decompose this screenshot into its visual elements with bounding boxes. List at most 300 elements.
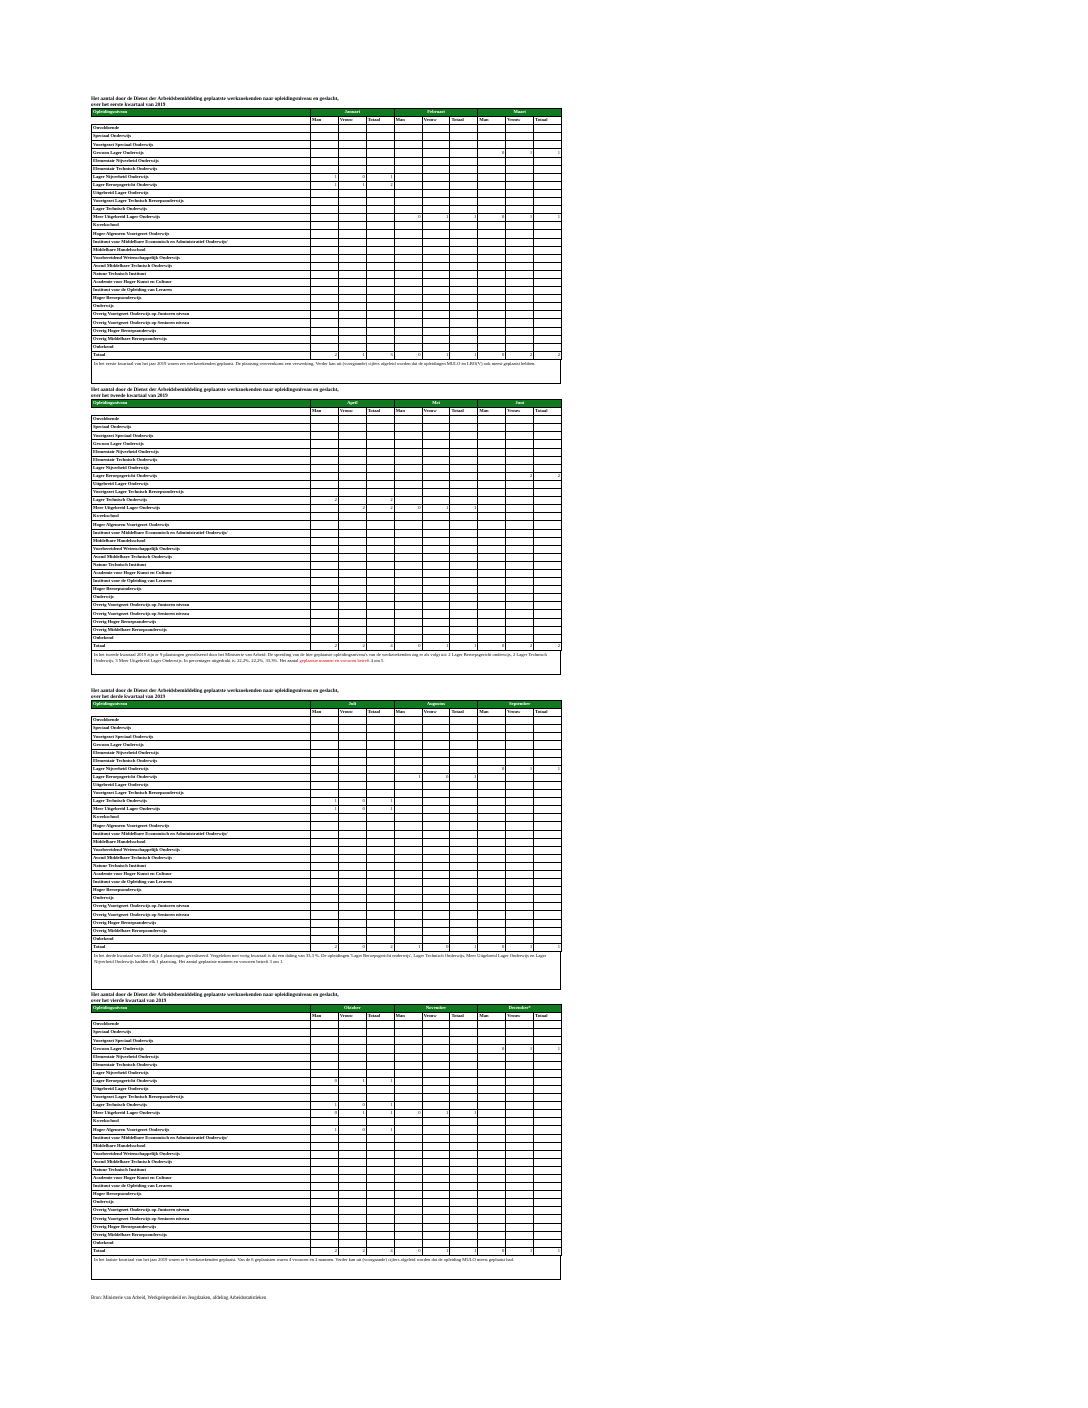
value-cell <box>478 879 506 887</box>
value-cell <box>338 1142 366 1150</box>
value-cell <box>366 1207 394 1215</box>
table-row <box>92 1174 562 1182</box>
total-cell: 2 <box>338 642 366 650</box>
value-cell <box>450 781 478 789</box>
table-row <box>92 1061 562 1069</box>
table-row <box>92 935 562 943</box>
table-row <box>92 222 562 230</box>
value-cell <box>478 157 506 165</box>
value-cell <box>422 854 450 862</box>
value-cell <box>450 262 478 270</box>
value-cell <box>478 416 506 424</box>
level-label: Overig Voortgezet Onderwijs op Senioren niveau <box>92 1215 311 1223</box>
value-cell <box>366 262 394 270</box>
value-cell <box>506 911 534 919</box>
level-label: Elementair Nijverheid Onderwijs <box>92 448 311 456</box>
total-cell: 2 <box>311 642 339 650</box>
gender-header-vrouw: Vrouw <box>338 709 366 717</box>
value-cell <box>506 1118 534 1126</box>
value-cell <box>338 529 366 537</box>
value-cell <box>478 1134 506 1142</box>
value-cell <box>338 1231 366 1239</box>
value-cell <box>366 1215 394 1223</box>
value-cell <box>311 1239 339 1247</box>
value-cell <box>506 1094 534 1102</box>
value-cell <box>506 733 534 741</box>
value-cell <box>478 206 506 214</box>
value-cell <box>478 781 506 789</box>
value-cell <box>338 790 366 798</box>
value-cell <box>506 335 534 343</box>
gender-header-totaal: Totaal <box>366 408 394 416</box>
value-cell <box>311 1142 339 1150</box>
value-cell <box>450 222 478 230</box>
value-cell <box>422 741 450 749</box>
value-cell <box>338 165 366 173</box>
value-cell <box>311 125 339 133</box>
value-cell <box>450 521 478 529</box>
value-cell <box>338 733 366 741</box>
value-cell <box>394 181 422 189</box>
table-row <box>92 335 562 343</box>
gender-header-vrouw: Vrouw <box>506 408 534 416</box>
value-cell <box>478 757 506 765</box>
value-cell <box>311 911 339 919</box>
value-cell <box>394 173 422 181</box>
value-cell <box>394 246 422 254</box>
value-cell <box>394 895 422 903</box>
value-cell <box>506 1150 534 1158</box>
value-cell <box>450 806 478 814</box>
value-cell <box>534 1085 562 1093</box>
value-cell <box>506 1077 534 1085</box>
value-cell: 2 <box>366 497 394 505</box>
source-note: Bron: Ministerie van Arbeid, Werkgelegenheid en Jeugdzaken, afdeling Arbeidsstatistieken <box>91 1296 267 1301</box>
value-cell <box>338 1199 366 1207</box>
value-cell <box>534 790 562 798</box>
value-cell <box>478 1037 506 1045</box>
value-cell <box>394 149 422 157</box>
value-cell <box>422 1094 450 1102</box>
value-cell <box>394 1223 422 1231</box>
value-cell <box>422 125 450 133</box>
value-cell: 0 <box>311 1077 339 1085</box>
value-cell <box>506 781 534 789</box>
value-cell <box>311 424 339 432</box>
value-cell <box>338 830 366 838</box>
value-cell <box>506 887 534 895</box>
table-row <box>92 1158 562 1166</box>
value-cell <box>534 303 562 311</box>
table-row <box>92 895 562 903</box>
table-row <box>92 270 562 278</box>
value-cell: 2 <box>366 505 394 513</box>
value-cell <box>422 822 450 830</box>
table-row <box>92 733 562 741</box>
value-cell <box>338 822 366 830</box>
table-row <box>92 1118 562 1126</box>
value-cell <box>366 214 394 222</box>
table-row <box>92 757 562 765</box>
value-cell <box>338 1134 366 1142</box>
value-cell <box>534 1166 562 1174</box>
value-cell <box>478 448 506 456</box>
value-cell <box>311 610 339 618</box>
value-cell <box>506 246 534 254</box>
value-cell <box>366 448 394 456</box>
value-cell <box>394 602 422 610</box>
value-cell <box>534 854 562 862</box>
value-cell <box>534 1199 562 1207</box>
section-subtitle: over het derde kwartaal van 2019 <box>91 694 166 700</box>
value-cell <box>394 287 422 295</box>
value-cell <box>506 319 534 327</box>
value-cell <box>422 513 450 521</box>
value-cell <box>534 838 562 846</box>
value-cell <box>422 838 450 846</box>
value-cell <box>478 529 506 537</box>
value-cell <box>450 1239 478 1247</box>
value-cell <box>366 790 394 798</box>
value-cell <box>450 741 478 749</box>
table-row <box>92 206 562 214</box>
level-label: Voorbereidend Wetenschappelijk Onderwijs <box>92 1150 311 1158</box>
table-row <box>92 911 562 919</box>
value-cell <box>366 569 394 577</box>
month-header: Juli <box>311 701 395 709</box>
value-cell: 0 <box>422 773 450 781</box>
level-label: Onbekend <box>92 935 311 943</box>
value-cell <box>311 1207 339 1215</box>
value-cell <box>311 335 339 343</box>
level-label: Speciaal Onderwijs <box>92 725 311 733</box>
level-label: Uitgebreid Lager Onderwijs <box>92 781 311 789</box>
gender-header-totaal: Totaal <box>450 709 478 717</box>
table-row <box>92 618 562 626</box>
quarter-table <box>91 108 562 360</box>
value-cell <box>534 489 562 497</box>
value-cell: 0 <box>311 1110 339 1118</box>
value-cell <box>366 846 394 854</box>
level-label: Academie voor Hoger Kunst en Cultuur <box>92 278 311 286</box>
value-cell <box>534 1061 562 1069</box>
value-cell <box>338 1061 366 1069</box>
level-label: Overig Voortgezet Onderwijs op Junioren niveau <box>92 311 311 319</box>
value-cell <box>478 1126 506 1134</box>
value-cell <box>450 489 478 497</box>
value-cell <box>311 1094 339 1102</box>
value-cell <box>534 424 562 432</box>
value-cell <box>450 456 478 464</box>
level-label: Gewoon Lager Onderwijs <box>92 440 311 448</box>
value-cell <box>338 278 366 286</box>
value-cell <box>394 1126 422 1134</box>
value-cell <box>394 741 422 749</box>
value-cell <box>506 198 534 206</box>
table-row <box>92 230 562 238</box>
value-cell <box>394 806 422 814</box>
value-cell <box>450 903 478 911</box>
gender-header-man: Man <box>311 709 339 717</box>
value-cell <box>506 838 534 846</box>
level-label: Elementair Technisch Onderwijs <box>92 456 311 464</box>
value-cell <box>478 1061 506 1069</box>
gender-header-row <box>92 1013 562 1021</box>
level-label: Instituut voor de Opleiding van Leraren <box>92 1183 311 1191</box>
value-cell <box>311 246 339 254</box>
value-cell <box>338 717 366 725</box>
level-label: Overig Hoger Beroepsonderwijs <box>92 618 311 626</box>
value-cell <box>338 862 366 870</box>
quarter-note <box>91 1256 561 1280</box>
value-cell <box>450 1118 478 1126</box>
value-cell <box>534 238 562 246</box>
value-cell <box>478 553 506 561</box>
value-cell <box>394 919 422 927</box>
value-cell <box>394 1102 422 1110</box>
value-cell <box>450 879 478 887</box>
value-cell <box>311 749 339 757</box>
level-label: Lager Technisch Onderwijs <box>92 497 311 505</box>
value-cell <box>311 1199 339 1207</box>
table-row <box>92 854 562 862</box>
value-cell <box>506 287 534 295</box>
gender-header-totaal: Totaal <box>450 1013 478 1021</box>
value-cell <box>450 561 478 569</box>
level-label: Overig Voortgezet Onderwijs op Junioren niveau <box>92 903 311 911</box>
value-cell <box>478 238 506 246</box>
value-cell <box>478 854 506 862</box>
total-cell: 3 <box>366 351 394 359</box>
value-cell <box>366 303 394 311</box>
value-cell <box>366 1142 394 1150</box>
value-cell <box>422 497 450 505</box>
value-cell <box>478 254 506 262</box>
value-cell <box>366 610 394 618</box>
level-label: Overig Voortgezet Onderwijs op Senioren niveau <box>92 319 311 327</box>
value-cell <box>450 578 478 586</box>
value-cell <box>450 141 478 149</box>
value-cell <box>534 513 562 521</box>
value-cell <box>338 578 366 586</box>
value-cell <box>450 765 478 773</box>
level-header-cell: Opleidingsniveau <box>92 701 311 709</box>
value-cell <box>366 725 394 733</box>
value-cell <box>478 561 506 569</box>
month-header: Oktober <box>311 1005 395 1013</box>
value-cell <box>338 879 366 887</box>
value-cell <box>450 1085 478 1093</box>
value-cell <box>478 1199 506 1207</box>
table-row <box>92 887 562 895</box>
value-cell <box>506 1166 534 1174</box>
value-cell <box>450 246 478 254</box>
value-cell <box>394 198 422 206</box>
value-cell <box>450 1231 478 1239</box>
value-cell <box>506 1126 534 1134</box>
section-title: Het aantal door de Dienst der Arbeidsbemiddeling geplaatste werkzoekenden naar opleidingsniveau en geslacht, <box>91 992 339 998</box>
value-cell <box>422 335 450 343</box>
value-cell <box>338 1166 366 1174</box>
table-row <box>92 1110 562 1118</box>
value-cell: 0 <box>394 505 422 513</box>
value-cell <box>450 586 478 594</box>
value-cell <box>394 725 422 733</box>
value-cell <box>478 432 506 440</box>
value-cell <box>534 287 562 295</box>
value-cell <box>506 870 534 878</box>
value-cell <box>478 578 506 586</box>
value-cell <box>394 586 422 594</box>
table-row <box>92 602 562 610</box>
total-cell: 1 <box>450 642 478 650</box>
value-cell <box>338 757 366 765</box>
value-cell <box>478 521 506 529</box>
value-cell <box>506 749 534 757</box>
value-cell <box>478 262 506 270</box>
level-label: Onbekend <box>92 343 311 351</box>
gender-header-totaal: Totaal <box>366 709 394 717</box>
table-row <box>92 903 562 911</box>
value-cell <box>338 1207 366 1215</box>
table-row <box>92 521 562 529</box>
value-cell <box>506 594 534 602</box>
total-row <box>92 351 562 359</box>
table-row <box>92 545 562 553</box>
note-highlight: geplaatste mannen en vrouwen betreft <box>299 657 370 663</box>
table-row <box>92 806 562 814</box>
value-cell <box>422 319 450 327</box>
gender-header-man: Man <box>394 408 422 416</box>
value-cell <box>534 521 562 529</box>
value-cell <box>394 1142 422 1150</box>
level-label: Onvoldoende <box>92 717 311 725</box>
value-cell <box>338 287 366 295</box>
total-cell: 0 <box>478 642 506 650</box>
value-cell <box>450 529 478 537</box>
value-cell <box>394 1215 422 1223</box>
gender-header-man: Man <box>311 1013 339 1021</box>
table-row <box>92 814 562 822</box>
value-cell <box>338 634 366 642</box>
value-cell <box>534 440 562 448</box>
value-cell: 1 <box>311 806 339 814</box>
value-cell <box>366 626 394 634</box>
value-cell <box>338 311 366 319</box>
table-row <box>92 278 562 286</box>
value-cell <box>338 189 366 197</box>
value-cell <box>422 586 450 594</box>
value-cell <box>478 935 506 943</box>
level-label: Meer Uitgebreid Lager Onderwijs <box>92 214 311 222</box>
level-label: Natuur Technisch Instituut <box>92 862 311 870</box>
value-cell <box>422 1077 450 1085</box>
value-cell <box>450 1061 478 1069</box>
value-cell <box>450 472 478 480</box>
value-cell <box>478 181 506 189</box>
value-cell <box>422 327 450 335</box>
value-cell <box>506 725 534 733</box>
value-cell <box>338 343 366 351</box>
total-cell: 1 <box>394 943 422 951</box>
value-cell <box>506 1207 534 1215</box>
value-cell <box>311 1166 339 1174</box>
level-label: Avond Middelbare Technisch Onderwijs <box>92 262 311 270</box>
value-cell <box>366 1223 394 1231</box>
table-row <box>92 1150 562 1158</box>
value-cell <box>366 238 394 246</box>
value-cell <box>506 895 534 903</box>
value-cell <box>338 1069 366 1077</box>
value-cell <box>478 424 506 432</box>
value-cell: 1 <box>450 214 478 222</box>
level-label: Overig Voortgezet Onderwijs op Senioren niveau <box>92 610 311 618</box>
value-cell: 1 <box>506 149 534 157</box>
value-cell <box>506 846 534 854</box>
value-cell <box>422 725 450 733</box>
value-cell <box>338 1053 366 1061</box>
value-cell <box>478 343 506 351</box>
total-cell: 1 <box>422 1247 450 1255</box>
value-cell: 2 <box>311 497 339 505</box>
value-cell <box>311 1053 339 1061</box>
value-cell <box>338 432 366 440</box>
gender-header-vrouw: Vrouw <box>338 1013 366 1021</box>
value-cell <box>394 1166 422 1174</box>
table-row <box>92 1045 562 1053</box>
table-row <box>92 141 562 149</box>
value-cell <box>394 1191 422 1199</box>
value-cell <box>422 594 450 602</box>
value-cell <box>394 319 422 327</box>
value-cell <box>506 822 534 830</box>
value-cell <box>422 911 450 919</box>
level-label: Voortgezet Speciaal Onderwijs <box>92 733 311 741</box>
month-header: Maart <box>478 109 562 117</box>
total-label: Totaal <box>92 642 311 650</box>
value-cell <box>506 1158 534 1166</box>
total-cell: 2 <box>311 351 339 359</box>
level-label: Overig Voortgezet Onderwijs op Junioren niveau <box>92 602 311 610</box>
value-cell <box>534 432 562 440</box>
value-cell <box>506 529 534 537</box>
value-cell <box>394 489 422 497</box>
value-cell: 0 <box>338 806 366 814</box>
gender-header-vrouw: Vrouw <box>338 117 366 125</box>
value-cell <box>338 456 366 464</box>
value-cell <box>534 1207 562 1215</box>
level-label: Meer Uitgebreid Lager Onderwijs <box>92 505 311 513</box>
value-cell <box>506 181 534 189</box>
value-cell <box>450 846 478 854</box>
value-cell <box>311 222 339 230</box>
value-cell <box>366 814 394 822</box>
level-label: Elementair Technisch Onderwijs <box>92 757 311 765</box>
value-cell <box>478 806 506 814</box>
level-label: Speciaal Onderwijs <box>92 1029 311 1037</box>
value-cell <box>311 854 339 862</box>
level-label: Onvoldoende <box>92 416 311 424</box>
value-cell <box>506 561 534 569</box>
value-cell <box>506 553 534 561</box>
value-cell <box>506 303 534 311</box>
level-label: Onbekend <box>92 1239 311 1247</box>
value-cell <box>366 1029 394 1037</box>
value-cell <box>394 165 422 173</box>
value-cell <box>338 773 366 781</box>
value-cell <box>450 440 478 448</box>
value-cell <box>450 1142 478 1150</box>
